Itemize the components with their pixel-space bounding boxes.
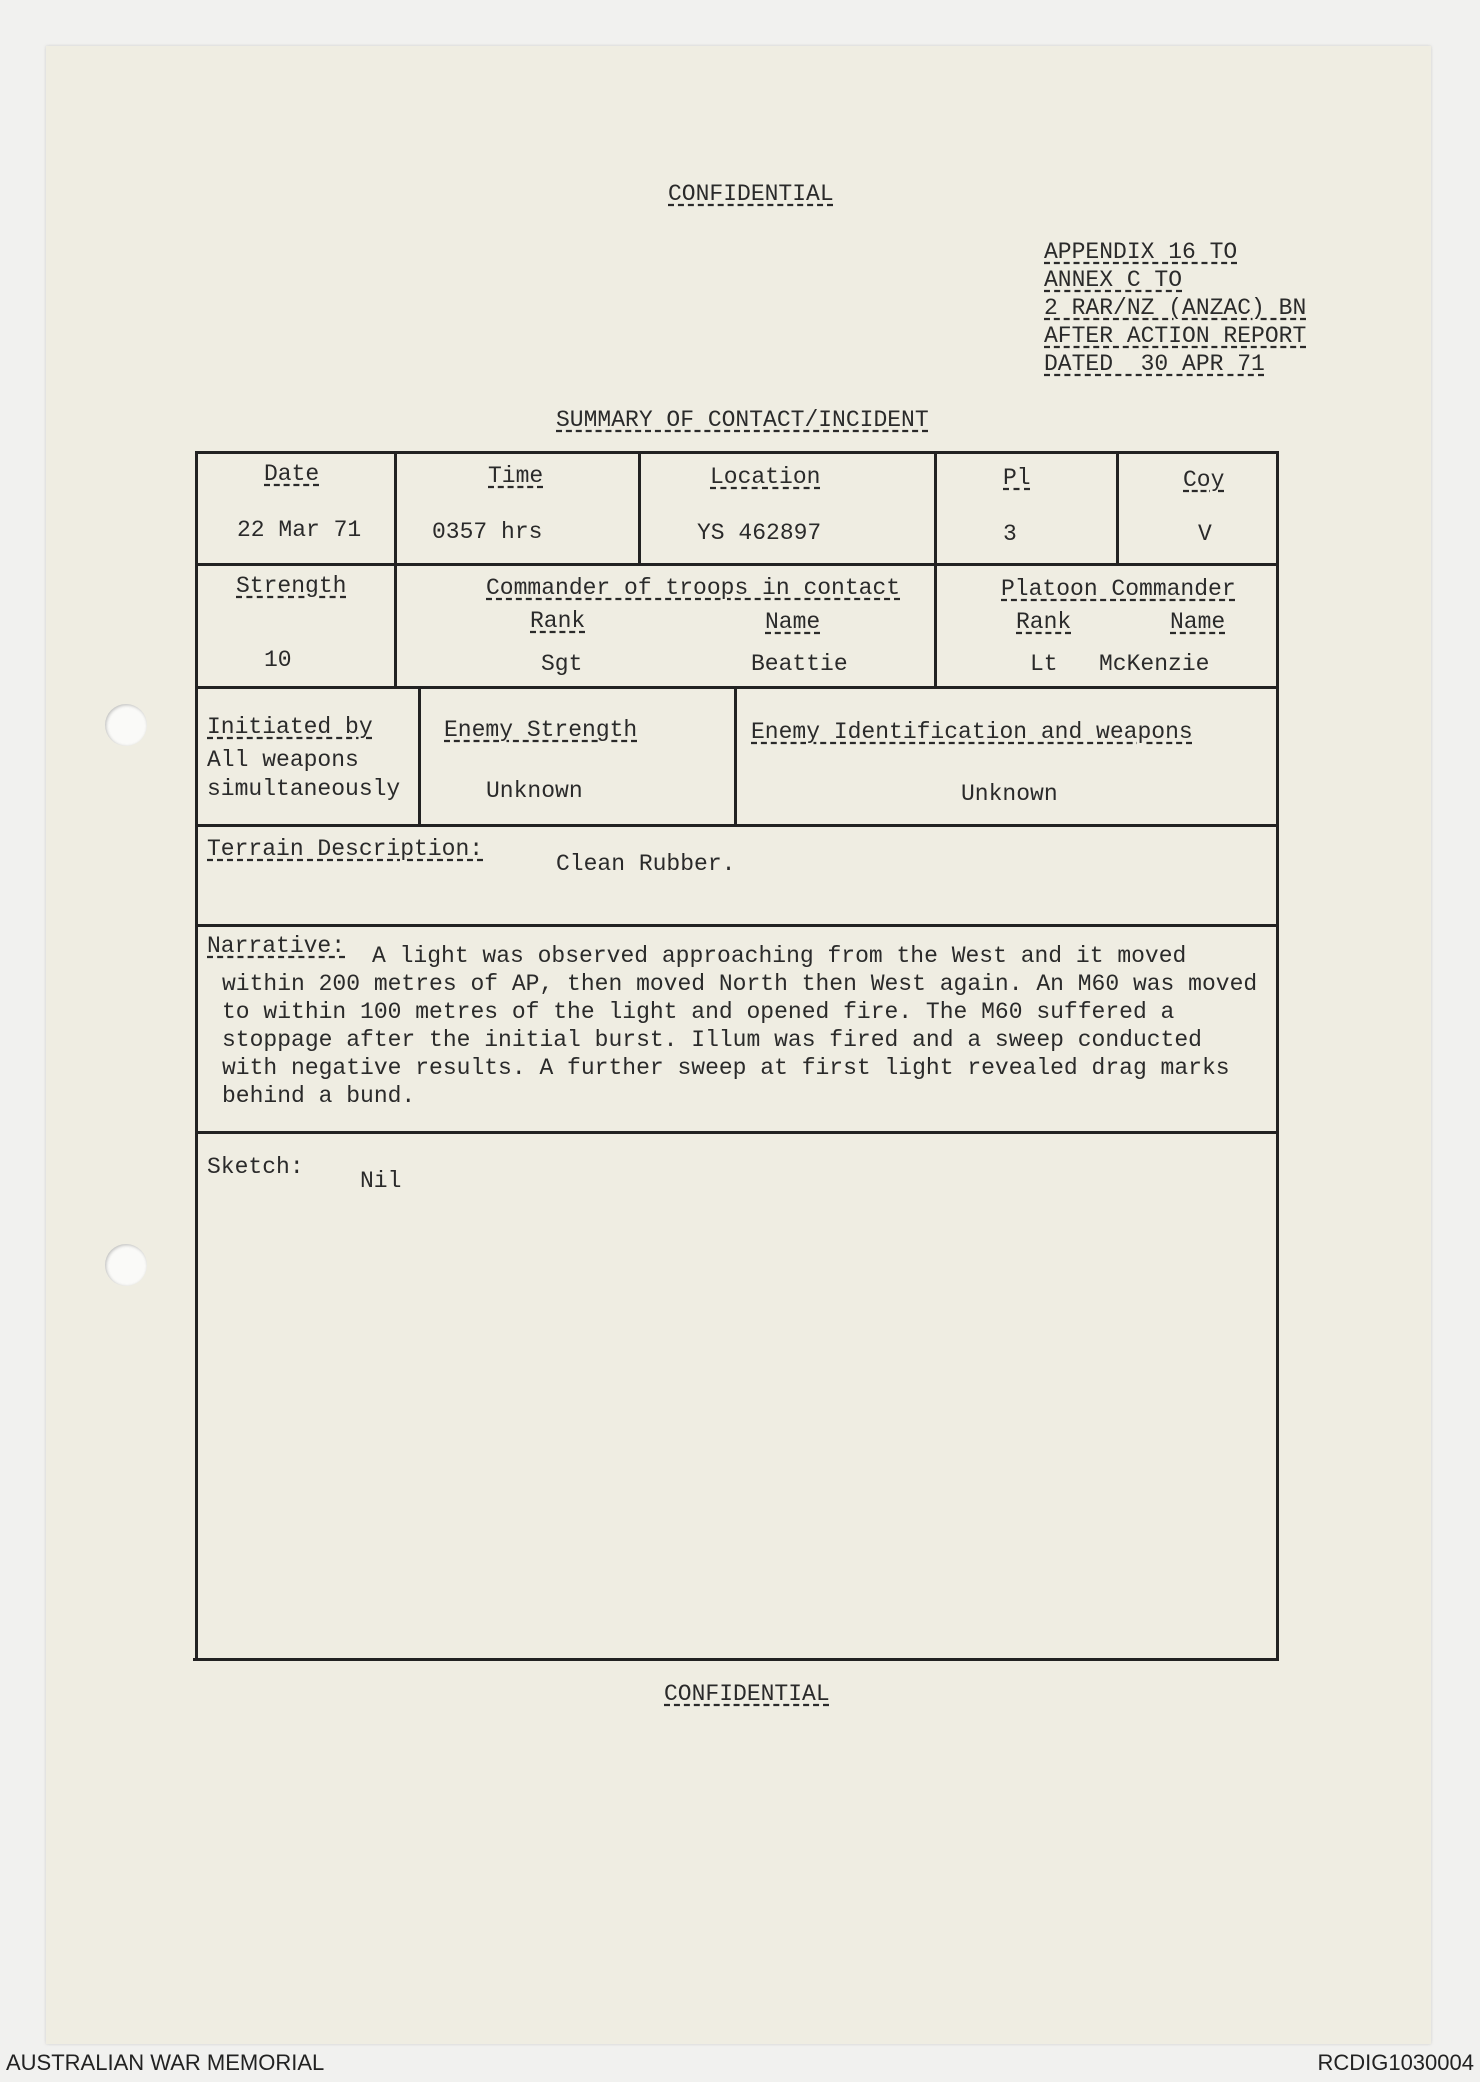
platoon-commander-label: Platoon Commander <box>1001 576 1236 602</box>
terrain-label: Terrain Description: <box>207 836 484 862</box>
time-value: 0357 hrs <box>432 519 543 545</box>
initiated-label: Initiated by <box>207 714 373 740</box>
enemy-id-label: Enemy Identification and weapons <box>751 719 1193 745</box>
commander-name-label: Name <box>765 609 821 635</box>
classification-top: CONFIDENTIAL <box>668 181 834 207</box>
pl-label: Pl <box>1003 465 1031 491</box>
narrative-text: A light was observed approaching from the West and it moved within 200 metres of AP, then moved North then West again. An M60 was moved to within 100 metres of the light and opened fire. The M60 suffered a stoppage after the initial burst. Illum was fired and a sweep conducted with negative results. A further sweep at first light revealed drag marks behind a bund. <box>222 943 1258 1109</box>
archive-id: RCDIG1030004 <box>1317 2050 1474 2075</box>
archive-credit: AUSTRALIAN WAR MEMORIAL <box>6 2050 325 2075</box>
coy-label: Coy <box>1183 467 1225 493</box>
date-value: 22 Mar 71 <box>237 517 362 543</box>
platoon-rank: Lt <box>1030 651 1058 677</box>
terrain-value: Clean Rubber. <box>556 851 736 877</box>
commander-rank-label: Rank <box>530 608 586 634</box>
platoon-rank-label: Rank <box>1016 609 1072 635</box>
coy-value: V <box>1198 521 1212 547</box>
punch-hole <box>105 704 147 746</box>
classification-bottom: CONFIDENTIAL <box>664 1681 830 1707</box>
appendix-line: AFTER ACTION REPORT <box>1044 323 1307 349</box>
platoon-name: McKenzie <box>1099 651 1210 677</box>
sketch-label: Sketch: <box>207 1154 304 1180</box>
appendix-line: ANNEX C TO <box>1044 267 1183 293</box>
form-title: SUMMARY OF CONTACT/INCIDENT <box>556 407 929 433</box>
punch-hole <box>105 1244 147 1286</box>
pl-value: 3 <box>1003 521 1017 547</box>
enemy-id-value: Unknown <box>961 781 1058 807</box>
appendix-line: APPENDIX 16 TO <box>1044 239 1238 265</box>
location-value: YS 462897 <box>697 520 822 546</box>
commander-label: Commander of troops in contact <box>486 575 901 601</box>
narrative-label: Narrative: <box>207 933 346 959</box>
time-label: Time <box>488 463 544 489</box>
platoon-name-label: Name <box>1170 609 1226 635</box>
enemy-strength-value: Unknown <box>486 778 583 804</box>
appendix-line: DATED 30 APR 71 <box>1044 351 1265 377</box>
date-label: Date <box>264 461 320 487</box>
strength-label: Strength <box>236 573 347 599</box>
appendix-line: 2 RAR/NZ (ANZAC) BN <box>1044 295 1307 321</box>
location-label: Location <box>710 464 821 490</box>
enemy-strength-label: Enemy Strength <box>444 717 638 743</box>
initiated-value: All weapons <box>207 747 359 773</box>
initiated-value-2: simultaneously <box>207 776 401 802</box>
sketch-value: Nil <box>360 1168 402 1194</box>
commander-name: Beattie <box>751 651 848 677</box>
strength-value: 10 <box>264 647 292 673</box>
commander-rank: Sgt <box>541 651 583 677</box>
